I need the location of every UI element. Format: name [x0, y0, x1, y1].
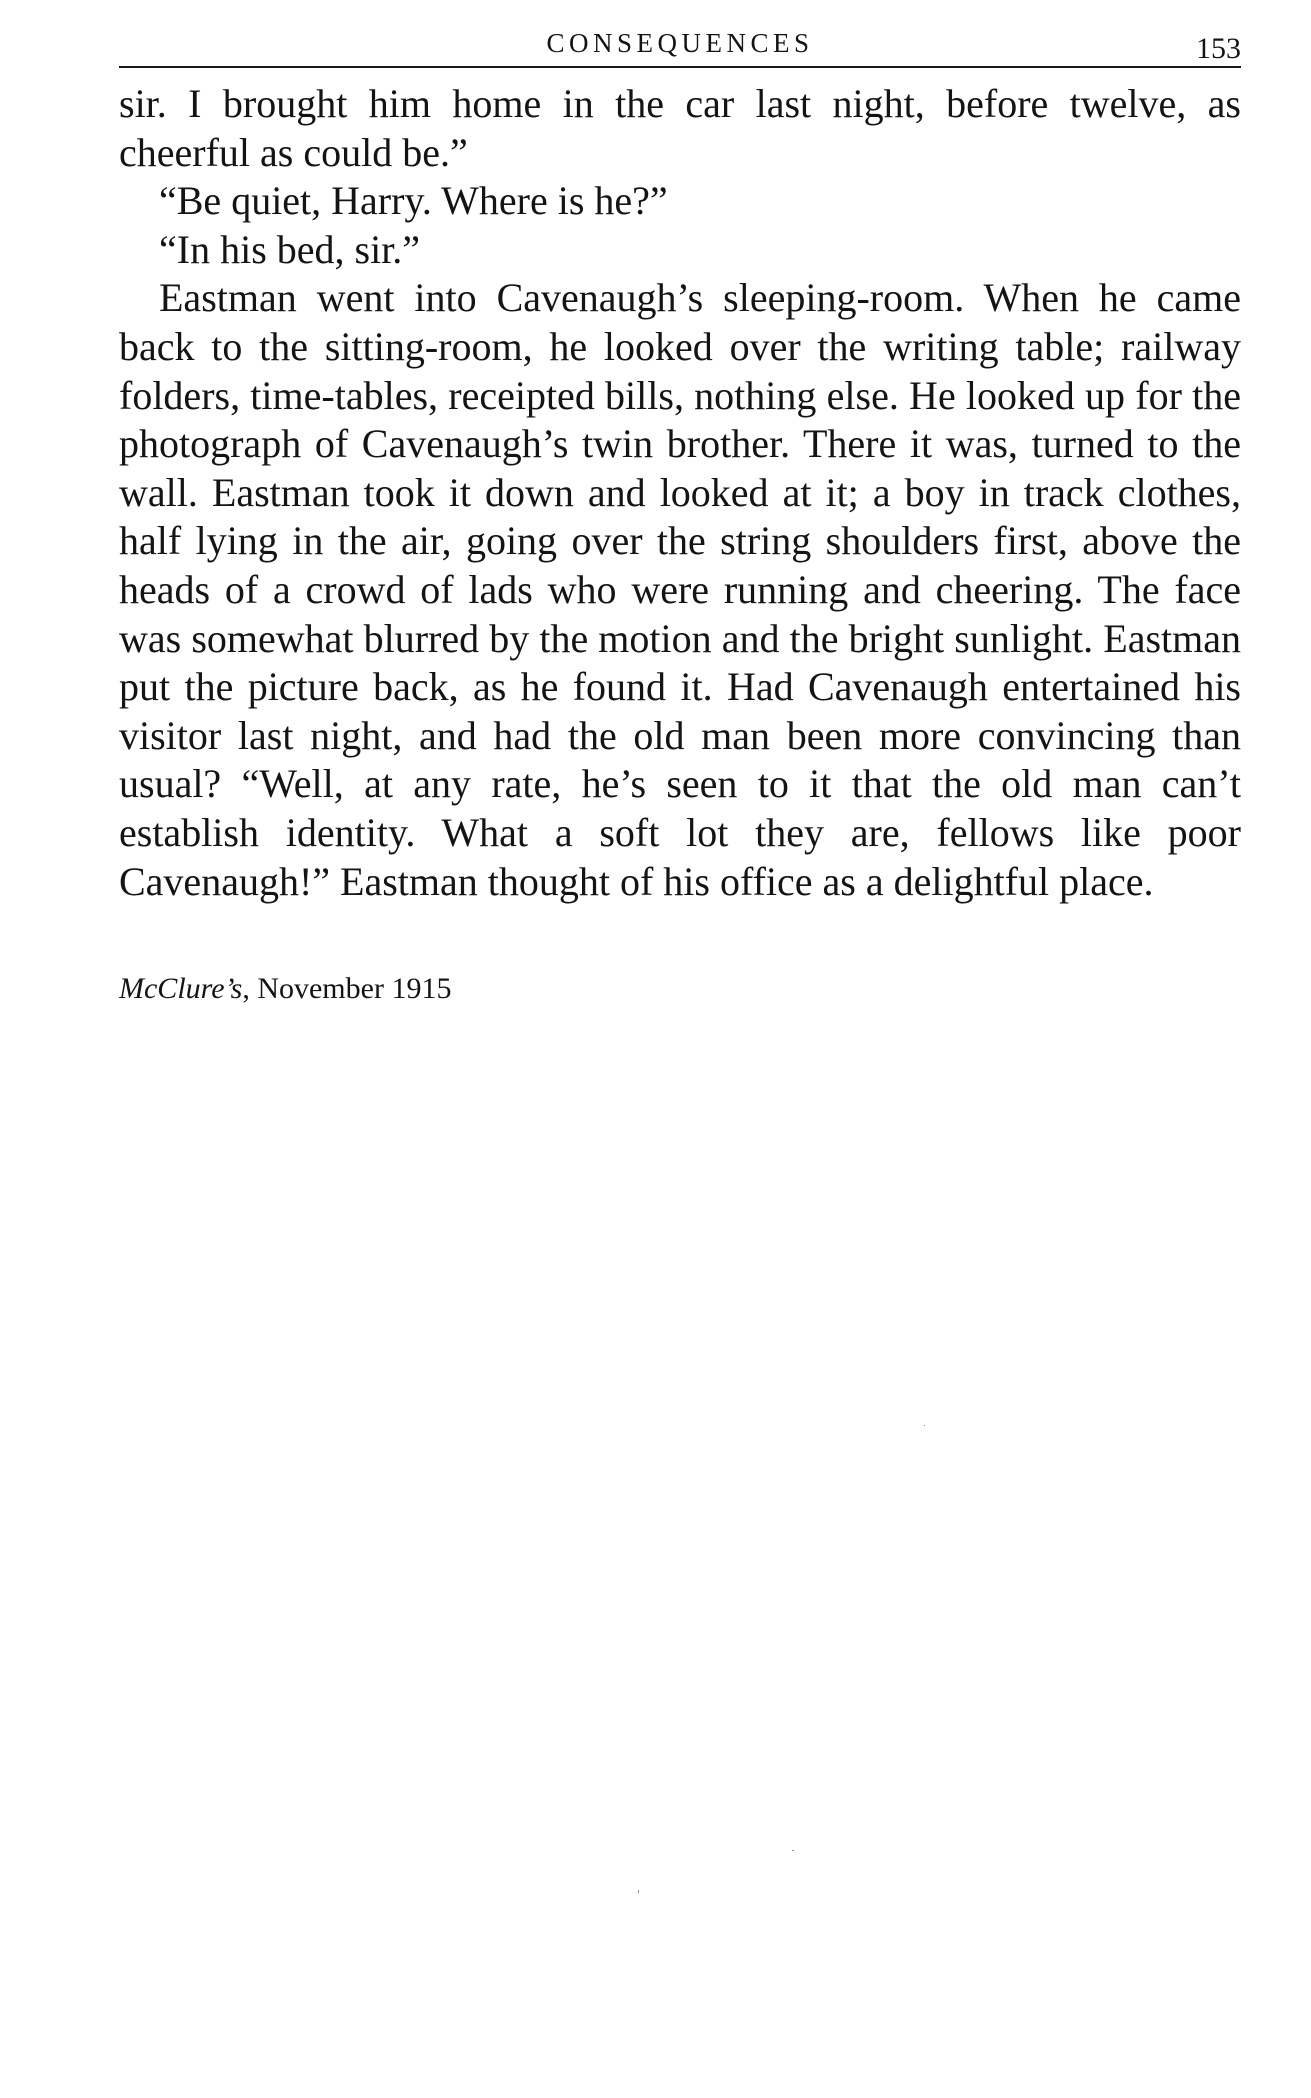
header-rule [119, 66, 1241, 68]
scan-speck [638, 1890, 639, 1893]
paragraph-continuation: sir. I brought him home in the car last night, before twelve, as cheerful as could be.” [119, 81, 1241, 175]
source-publication: McClure’s [119, 972, 243, 1006]
source-citation [119, 972, 1241, 1006]
paragraph-dialogue-2: “In his bed, sir.” [159, 226, 421, 272]
running-title: CONSEQUENCES [546, 28, 814, 58]
source-date: , November 1915 [242, 972, 452, 1006]
story-text [119, 80, 1241, 906]
book-page [119, 24, 1241, 1006]
page-number: 153 [1196, 32, 1241, 65]
running-head [119, 24, 1241, 65]
scan-speck [924, 1425, 925, 1426]
scan-speck [792, 1850, 794, 1851]
paragraph-narrative: Eastman went into Cavenaugh’s sleeping-room. When he came back to the sitting-room, he looked over the writing table; railway folders, time-tables, receipted bills, nothing else. He looked up for the photograph of Cavenaugh’s twin brother. There it was, turned to the wall. Eastman took it down and looked at it; a boy in track clothes, half lying in the air, going over the string shoulders first, above the heads of a crowd of lads who were running and cheering. The face was somewhat blurred by the motion and the bright sunlight. Eastman put the picture back, as he found it. Had Cavenaugh entertained his visitor last night, and had the old man been more convincing than usual? “Well, at any rate, he’s seen to it that the old man can’t establish identity. What a soft lot they are, fellows like poor Cavenaugh!” Eastman thought of his office as a delightful place. [119, 275, 1241, 904]
paragraph-dialogue-1: “Be quiet, Harry. Where is he?” [159, 178, 668, 224]
